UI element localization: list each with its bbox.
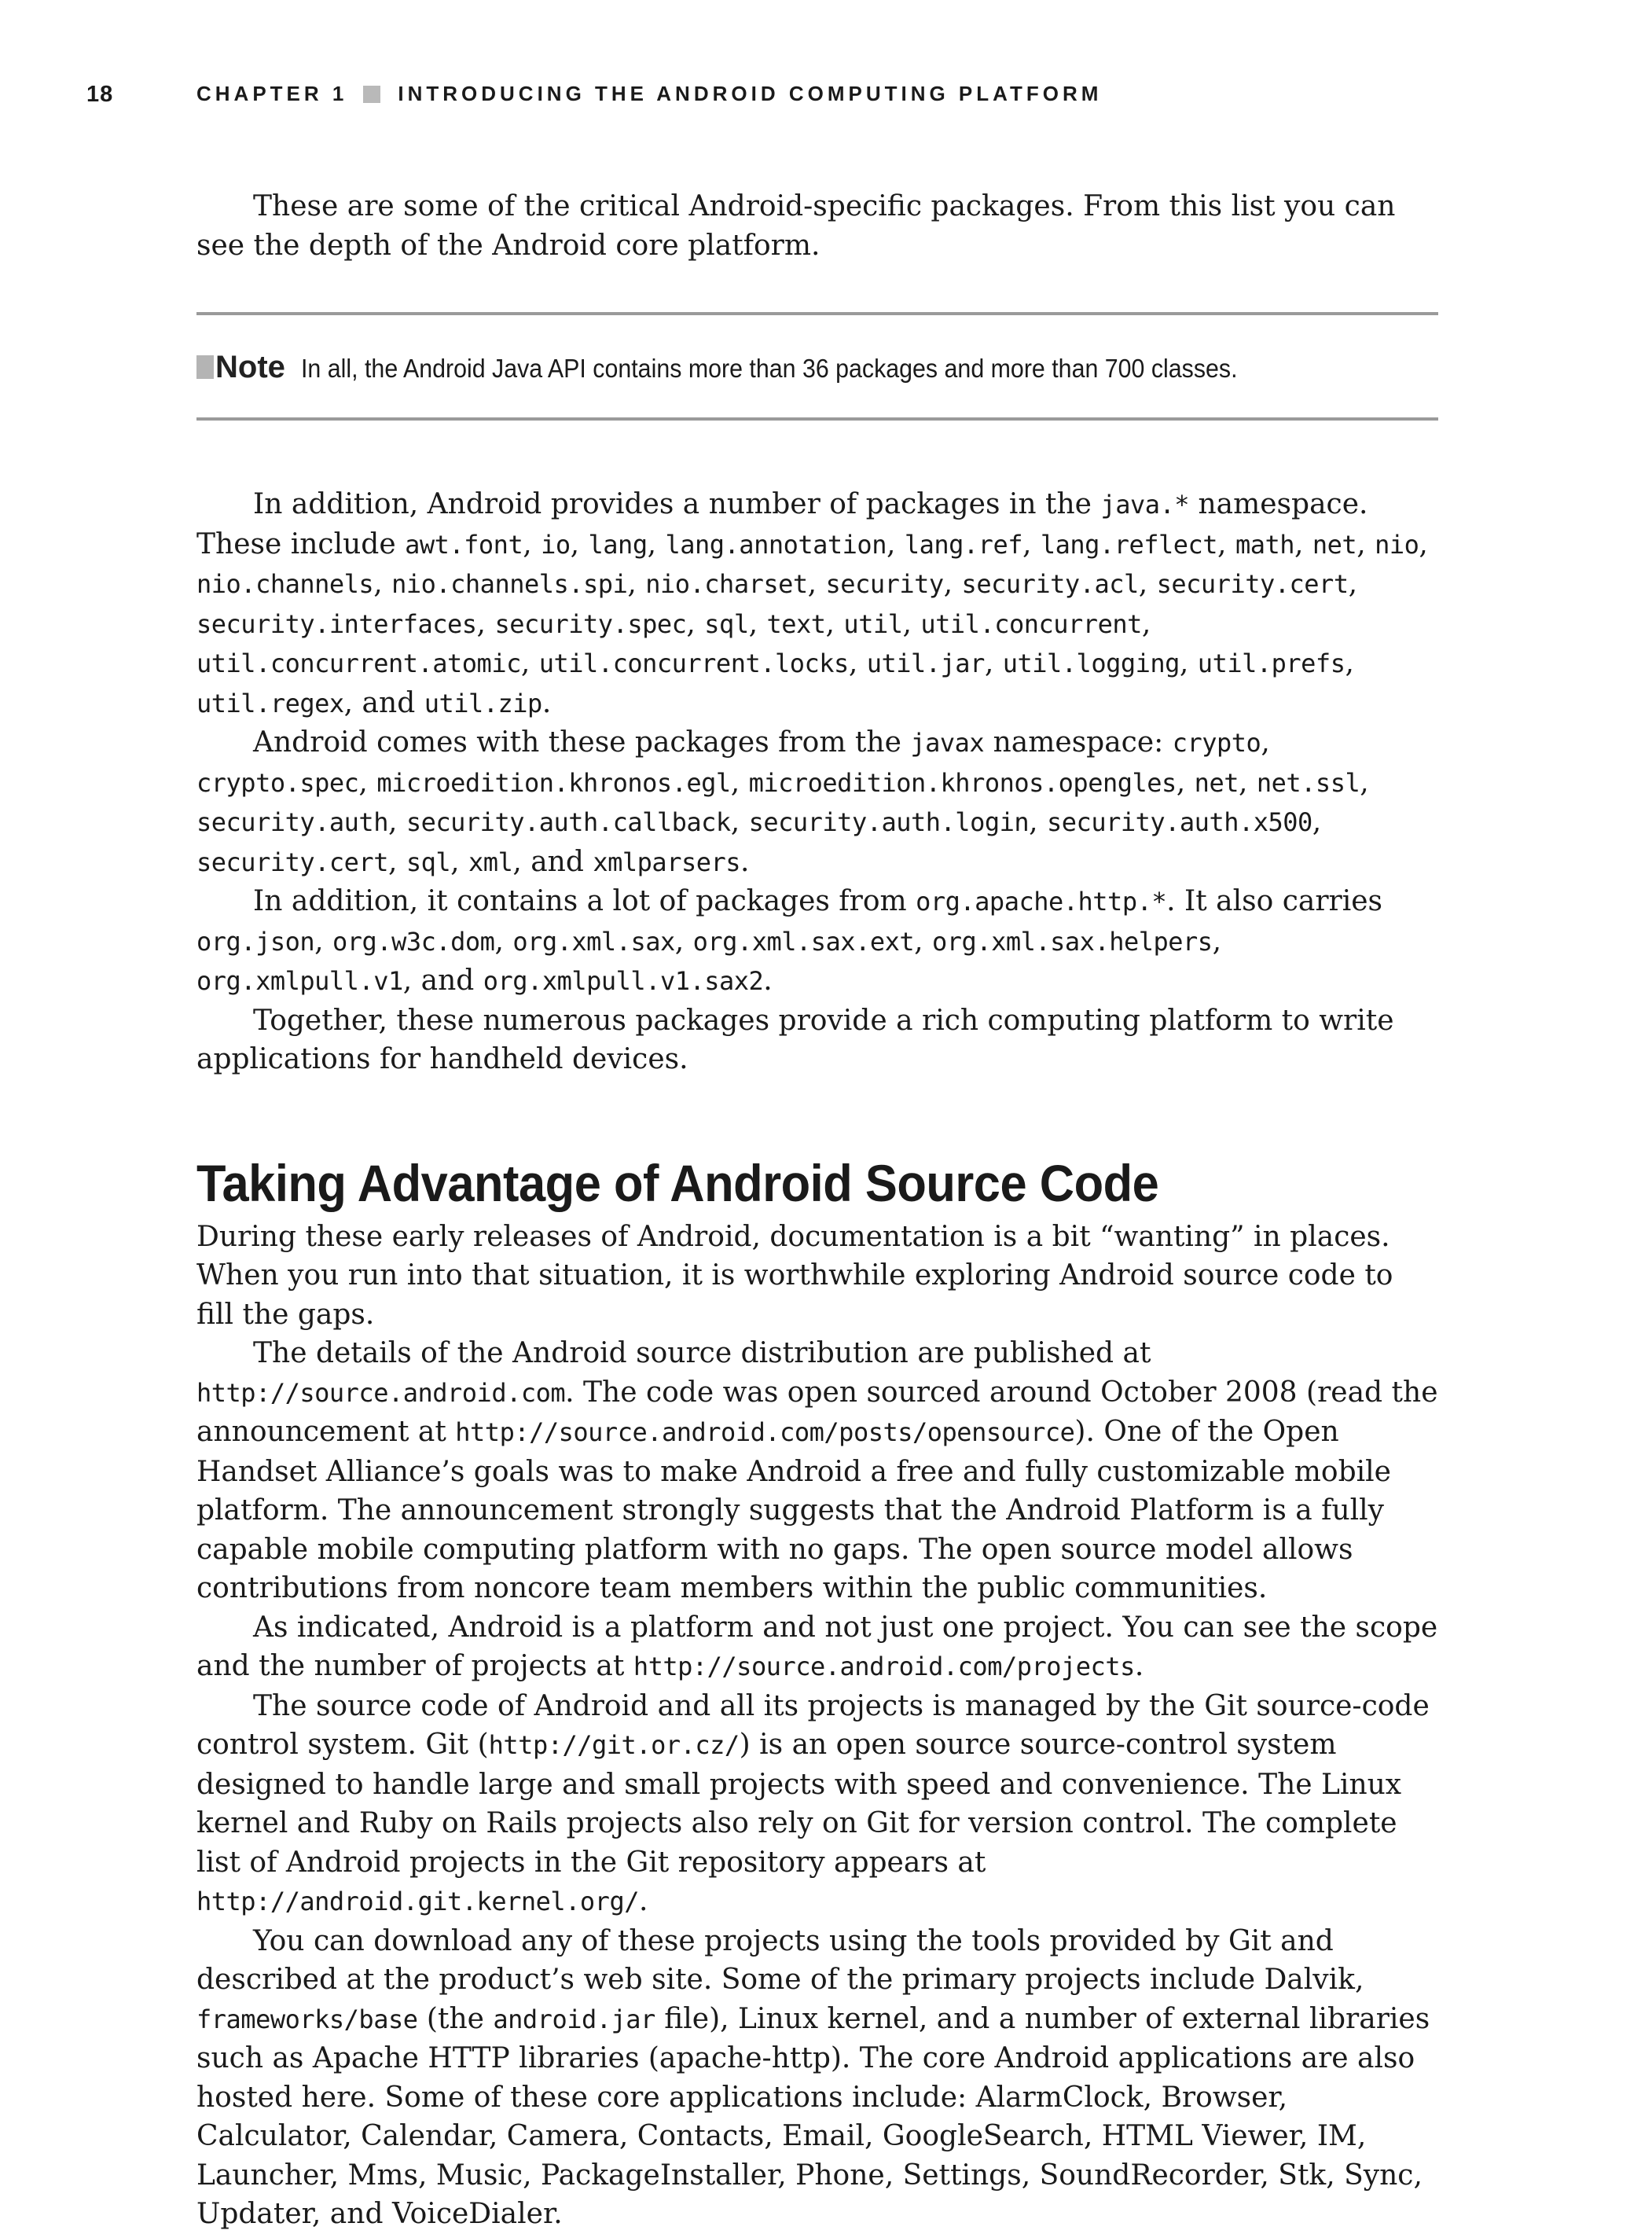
note-label: Note	[196, 348, 285, 388]
javax-packages-paragraph: Android comes with these packages from the javax namespace: crypto, crypto.spec, microedition.khronos.egl, microedition.khronos.opengles, net, net.ssl, security.auth, security.auth.callback, security.auth.login, security.auth.x500, security.cert, sql, xml, and xmlparsers.	[196, 726, 1369, 878]
section-heading: Taking Advantage of Android Source Code	[196, 1153, 1159, 1212]
chapter-title: INTRODUCING THE ANDROID COMPUTING PLATFORM	[398, 82, 1103, 105]
org-packages-paragraph: In addition, it contains a lot of packages from org.apache.http.*. It also carries org.json, org.w3c.dom, org.xml.sax, org.xml.sax.ext, org.xml.sax.helpers, org.xmlpull.v1, and org.xmlpull.v1.sax2.	[196, 885, 1383, 997]
chapter-label: CHAPTER 1	[196, 82, 348, 105]
note-text: In all, the Android Java API contains more than 36 packages and more than 700 classes.	[300, 354, 1238, 383]
intro-paragraph: These are some of the critical Android-specific packages. From this list you can see the depth of the Android core platform.	[196, 190, 1396, 262]
source-paragraph-3: As indicated, Android is a platform and not just one project. You can see the scope and the number of projects at http://source.android.com/projects.	[196, 1611, 1438, 1682]
note-marker-icon	[196, 355, 214, 379]
source-paragraph-4: The source code of Android and all its projects is managed by the Git source-code control system. Git (http://git.or.cz/) is an open source source-control system designed to handle large and small projects with speed and convenience. The Linux kernel and Ruby on Rails projects also rely on Git for version control. The complete list of Android projects in the Git repository appears at http://android.git.kernel.org/.	[196, 1689, 1430, 1917]
page-header	[0, 82, 1652, 113]
java-packages-paragraph: In addition, Android provides a number of packages in the java.* namespace. These include awt.font, io, lang, lang.annotation, lang.ref, lang.reflect, math, net, nio, nio.channels, nio.channels.spi, nio.charset, security, security.acl, security.cert, security.interfaces, security.spec, sql, text, util, util.concurrent, util.concurrent.atomic, util.concurrent.locks, util.jar, util.logging, util.prefs, util.regex, and util.zip.	[196, 488, 1428, 719]
source-paragraph-2: The details of the Android source distribution are published at http://source.android.com. The code was open sourced around October 2008 (read the announcement at http://source.android.com/posts/opensource). One of the Open Handset Alliance’s goals was to make Android a free and fully customizable mobile platform. The announcement strongly suggests that the Android Platform is a fully capable mobile computing platform with no gaps. The open source model allows contributions from noncore team members within the public communities.	[196, 1337, 1438, 1604]
source-paragraph-1: During these early releases of Android, documentation is a bit “wanting” in places. When you run into that situation, it is worthwhile exploring Android source code to fill the gaps.	[196, 1220, 1393, 1331]
source-paragraph-5: You can download any of these projects using the tools provided by Git and described at the product’s web site. Some of the primary projects include Dalvik, frameworks/base (the android.jar file), Linux kernel, and a number of external libraries such as Apache HTTP libraries (apache-http). The core Android applications are also hosted here. Some of these core applications include: AlarmClock, Browser, Calculator, Calendar, Camera, Contacts, Email, GoogleSearch, HTML Viewer, IM, Launcher, Mms, Music, PackageInstaller, Phone, Settings, SoundRecorder, Stk, Sync, Updater, and VoiceDialer.	[196, 1924, 1430, 2230]
together-paragraph: Together, these numerous packages provide a rich computing platform to write applications for handheld devices.	[196, 1004, 1394, 1075]
running-head	[196, 82, 1102, 106]
note-box	[196, 312, 1438, 421]
separator-square-icon	[363, 86, 380, 103]
page-body	[196, 187, 1438, 2234]
page-number: 18	[86, 82, 114, 107]
